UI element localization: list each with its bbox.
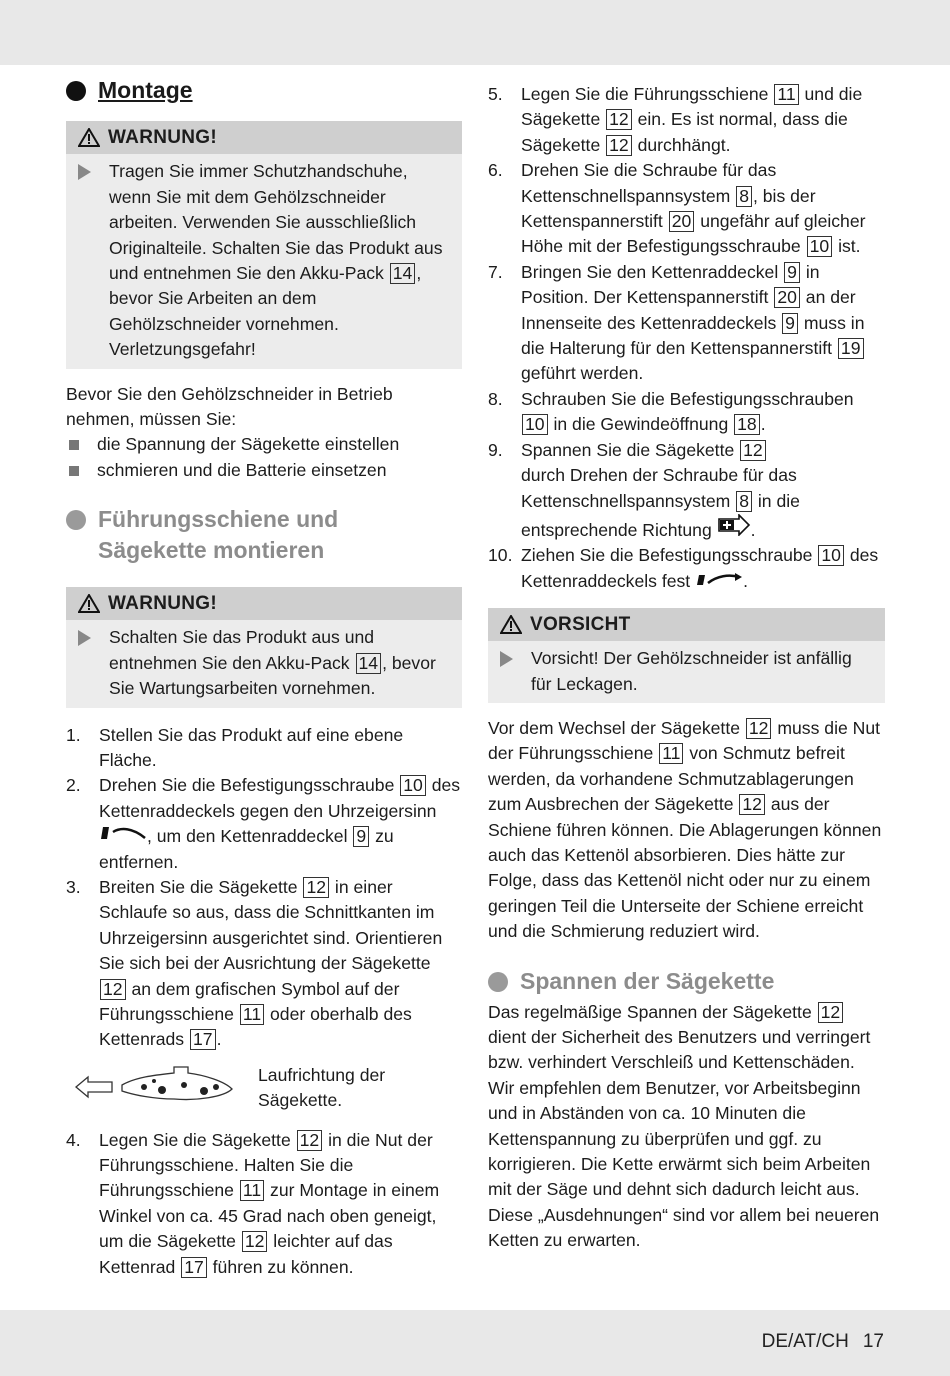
tensioning-paragraph: Das regelmäßige Spannen der Sägekette 12 dient der Sicherheit des Benutzers und verringert bzw. verhindert Verschleiß und Kettenschäden. Wir empfehlen dem Benutzer, vor Arbeitsbeginn und in Abständen von ca. 10 Minuten die Kettenspannung zu überprüfen und ggf. zu korrigieren. Die Kette erwärmt sich beim Arbeiten mit der Säge und dehnt sich dadurch leicht aus. Diese „Ausdehnungen“ sind vor allem bei neueren Ketten zu erwarten. <box>488 1001 880 1251</box>
arrow-right-icon <box>78 164 91 180</box>
step-item: 4. Legen Sie die Sägekette 12 in die Nut der Führungsschiene. Halten Sie die Führungsschiene 11 zur Montage in einem Winkel von ca. 45 Grad nach oben geneigt, um die Sägekette 12 leichter auf das Kettenrad 17 führen zu können. <box>66 1129 440 1277</box>
step-item: 10. Ziehen Sie die Befestigungsschraube 10 des Kettenraddeckels fest . <box>488 545 879 591</box>
section-heading-mounting: Führungsschiene und Sägekette montieren <box>66 504 462 566</box>
part-ref: 14 <box>390 263 416 284</box>
warning-label: WARNUNG! <box>108 593 217 615</box>
caution-label: VORSICHT <box>530 613 631 635</box>
step-item: 9. Spannen Sie die Sägekette 12 durch Drehen der Schraube für das Kettenschnellspannsystem 8 in die entsprechende Richtung . <box>488 439 800 540</box>
square-bullet-icon <box>69 466 79 476</box>
left-column <box>66 78 462 1280</box>
caution-body <box>488 641 885 703</box>
list-item: die Spannung der Sägekette einstellen <box>66 432 462 457</box>
warning-body <box>66 154 462 368</box>
step-item: 1. Stellen Sie das Produkt auf eine ebene Fläche. <box>66 724 404 770</box>
caution-header <box>488 608 885 641</box>
warning-box <box>66 587 462 707</box>
warning-header <box>66 587 462 620</box>
warning-triangle-icon <box>78 594 100 613</box>
section-heading-tensioning: Spannen der Sägekette <box>488 966 885 997</box>
right-column <box>488 82 885 1254</box>
heading-bullet-icon <box>488 972 508 992</box>
section-heading-montage <box>66 78 462 103</box>
step-item: 2. Drehen Sie die Befestigungsschraube 10 des Kettenraddeckels gegen den Uhrzeigersinn , um den Kettenraddeckel 9 zu entfernen. <box>66 775 461 872</box>
square-bullet-icon <box>69 440 79 450</box>
chain-direction-figure <box>66 1063 462 1114</box>
region-label: DE/AT/CH <box>761 1331 849 1352</box>
bullet-list <box>66 432 462 483</box>
tension-direction-icon <box>717 514 751 536</box>
caution-text: Vorsicht! Der Gehölzschneider ist anfällig für Leckagen. <box>531 648 852 694</box>
step-item: 6. Drehen Sie die Schraube für das Kettenschnellspannsystem 8 , bis der Kettenspannerstift 20 ungefähr auf gleicher Höhe mit der Befestigungsschraube 10 ist. <box>488 160 866 257</box>
arrow-right-icon <box>78 630 91 646</box>
warning-triangle-icon <box>500 615 522 634</box>
warning-header <box>66 121 462 154</box>
arrow-right-icon <box>500 651 513 667</box>
top-band <box>0 0 950 65</box>
step-item: 5. Legen Sie die Führungsschiene 11 und die Sägekette 12 ein. Es ist normal, dass die Sägekette 12 durchhängt. <box>488 84 863 155</box>
warning-triangle-icon <box>78 128 100 147</box>
step-item: 3. Breiten Sie die Sägekette 12 in einer Schlaufe so aus, dass die Schnittkanten im Uhrzeigersinn ausgerichtet sind. Orientieren Sie sich bei der Ausrichtung der Sägekette 12 an dem grafischen Symbol auf der Führungsschiene 11 oder oberhalb des Kettenrads 17 . <box>66 876 443 1050</box>
steps-list <box>66 723 462 1281</box>
chain-change-paragraph: Vor dem Wechsel der Sägekette 12 muss die Nut der Führungsschiene 11 von Schmutz befreit werden, da vorhandene Schmutzablagerungen zum Ausbrechen der Sägekette 12 aus der Schiene führen können. Die Ablagerungen können auch das Kettenöl absorbieren. Dies hätte zur Folge, dass das Kettenöl nicht oder nur zu einem geringen Teil die Unterseite der Schiene erreicht und die Schmierung reduziert wird. <box>488 717 882 942</box>
heading-bullet-icon <box>66 510 86 530</box>
saw-chain-direction-icon <box>66 1063 236 1111</box>
chain-caption: Laufrichtung der Sägekette. <box>258 1064 386 1111</box>
heading-text: Montage <box>98 77 193 103</box>
caution-box <box>488 608 885 703</box>
intro-text: Bevor Sie den Gehölzschneider in Betrieb nehmen, müssen Sie: <box>66 383 393 430</box>
warning-box <box>66 121 462 368</box>
page-number: 17 <box>862 1331 884 1352</box>
rotate-clockwise-icon <box>695 571 743 587</box>
step-item: 7. Bringen Sie den Kettenraddeckel 9 in Position. Der Kettenspannerstift 20 an der Innenseite des Kettenraddeckels 9 muss in die Halterung für den Kettenspannerstift 19 geführt werden. <box>488 261 865 384</box>
heading-bullet-icon <box>66 81 86 101</box>
list-item: schmieren und die Batterie einsetzen <box>66 458 462 483</box>
step-item: 8. Schrauben Sie die Befestigungsschrauben 10 in die Gewindeöffnung 18 . <box>488 388 854 435</box>
page-footer <box>762 1331 884 1353</box>
warning-label: WARNUNG! <box>108 127 217 149</box>
warning-text: Schalten Sie das Produkt aus und entnehmen Sie den Akku-Pack 14 , bevor Sie Wartungsarbeiten vornehmen. <box>109 627 436 699</box>
warning-body <box>66 620 462 707</box>
rotate-counterclockwise-icon <box>99 824 147 842</box>
warning-text: Tragen Sie immer Schutzhandschuhe, wenn Sie mit dem Gehölzschneider arbeiten. Verwenden Sie ausschließlich Originalteile. Schalten Sie das Produkt aus und entnehmen Sie den Akku-Pack 14 , bevor Sie Arbeiten an dem Gehölzschneider vornehmen. Verletzungsgefahr! <box>109 161 443 360</box>
